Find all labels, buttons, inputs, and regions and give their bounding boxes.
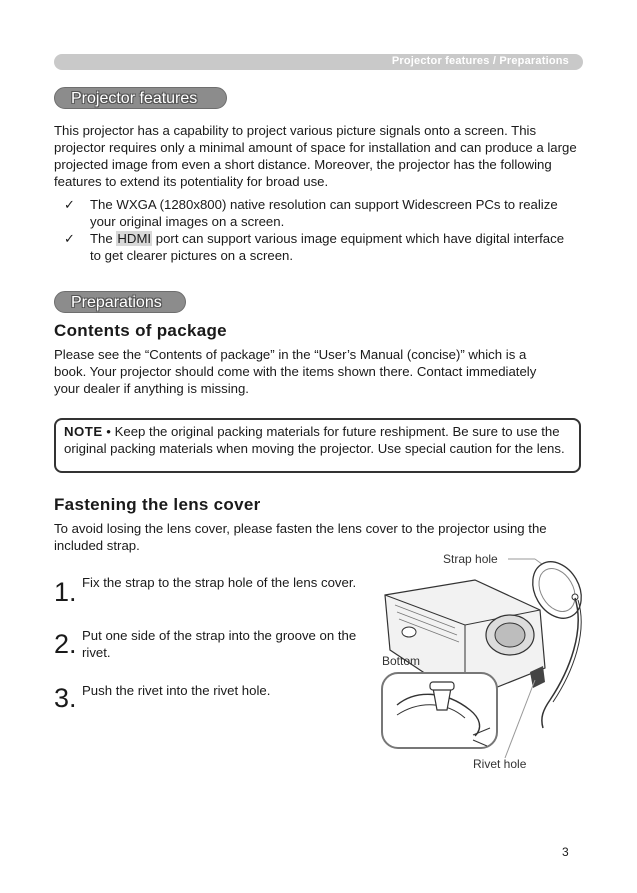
fasten-paragraph: To avoid losing the lens cover, please fasten the lens cover to the projector using the included strap. (54, 521, 547, 553)
step-number: 3. (54, 683, 77, 713)
note-text: • Keep the original packing materials for future reshipment. Be sure to use the original packing materials when moving the projector. Use special caution for the lens. (64, 424, 565, 456)
contents-paragraph: Please see the “Contents of package” in the “User’s Manual (concise)” which is a book. Your projector should come with the items shown there. Contact immediately your dealer if anything is missing. (54, 347, 537, 396)
step-text: Fix the strap to the strap hole of the lens cover. (82, 575, 357, 590)
bullet-text-pre: The (90, 231, 117, 246)
hdmi-highlight: HDMI (117, 231, 152, 246)
bullet-text: The WXGA (1280x800) native resolution can support Widescreen PCs to realize your original images on a screen. (90, 197, 558, 229)
step-number: 1. (54, 577, 77, 607)
section-title-projector-features: Projector features (54, 87, 227, 109)
list-item (64, 196, 574, 230)
note-box (54, 418, 581, 473)
page-number: 3 (562, 845, 569, 859)
header-title: Projector features / Preparations (391, 55, 569, 67)
label-bottom: Bottom (382, 654, 421, 668)
label-rivet-hole: Rivet hole (473, 757, 527, 771)
feature-list (64, 196, 574, 264)
section-title-preparations: Preparations (54, 291, 186, 313)
header-bar (54, 54, 583, 70)
checkmark-icon: ✓ (64, 197, 75, 212)
step-text: Push the rivet into the rivet hole. (82, 683, 271, 698)
note-label: NOTE (64, 424, 103, 439)
intro-paragraph: This projector has a capability to project various picture signals onto a screen. This projector requires only a minimal amount of space for installation and can produce a large projected image from even a short distance. Moreover, the projector has the following features to extend its potentiality for broad use. (54, 123, 577, 189)
label-strap-hole: Strap hole (443, 552, 498, 566)
heading-fastening-lens-cover: Fastening the lens cover (54, 495, 261, 514)
step-text: Put one side of the strap into the groove on the rivet. (82, 628, 357, 660)
heading-contents-of-package: Contents of package (54, 321, 227, 340)
checkmark-icon: ✓ (64, 231, 75, 246)
bullet-text-post: port can support various image equipment which have digital interface to get clearer pictures on a screen. (90, 231, 565, 263)
step-number: 2. (54, 629, 77, 659)
list-item (64, 230, 574, 264)
